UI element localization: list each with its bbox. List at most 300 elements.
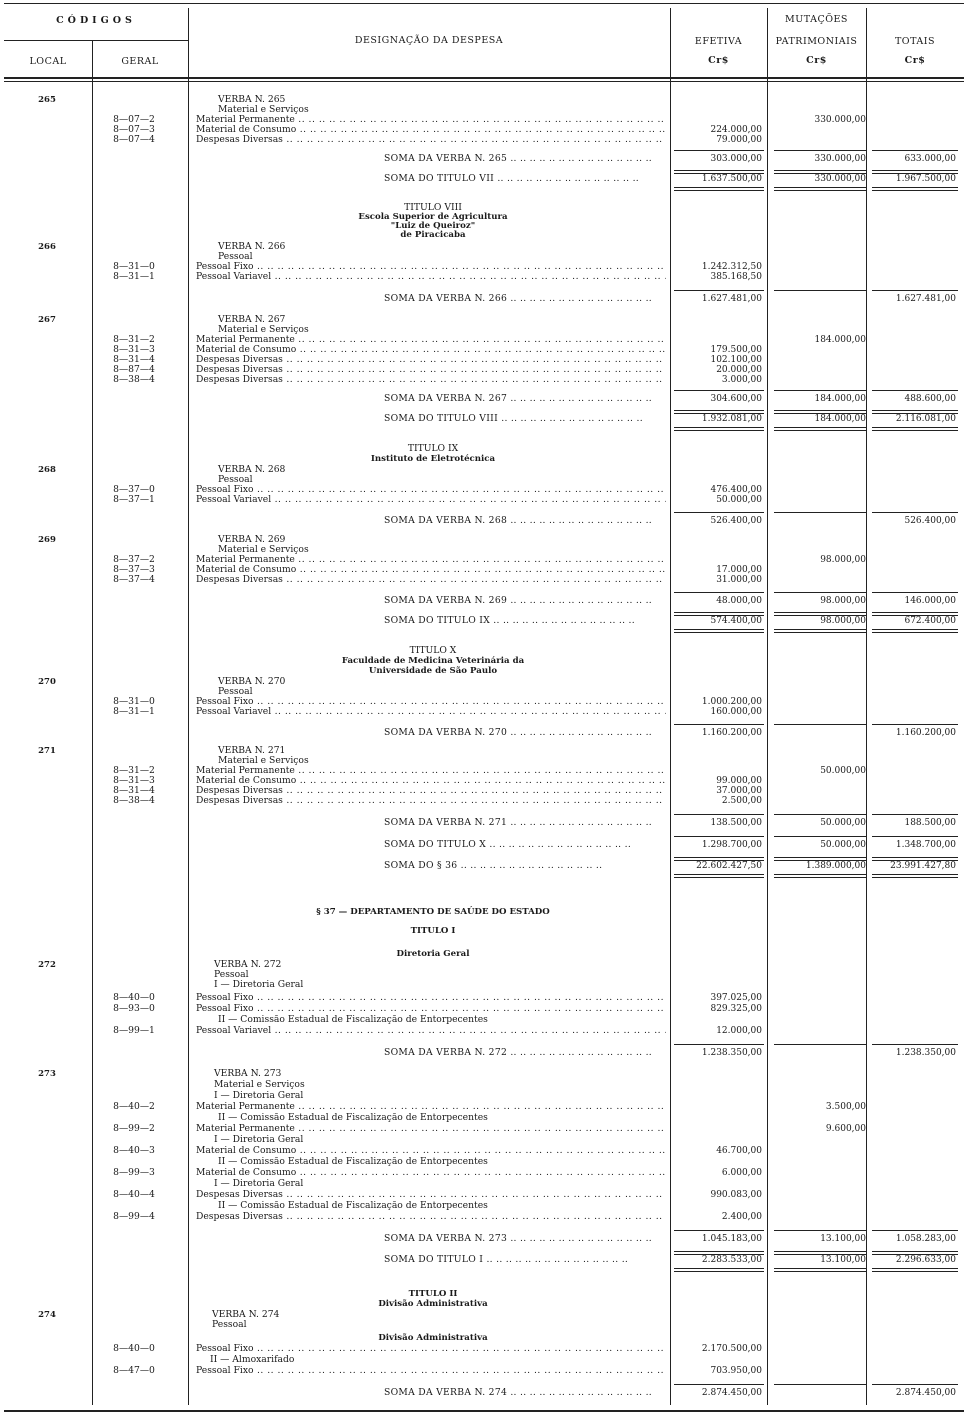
geral-code: 8—99—3 <box>113 1167 155 1178</box>
table-row <box>0 1299 968 1309</box>
expense-description: I — Diretoria Geral <box>214 1091 304 1101</box>
efetiva-value: 50.000,00 <box>716 495 762 505</box>
efetiva-value: 526.400,00 <box>710 516 762 526</box>
efetiva-value: 20.000,00 <box>716 365 762 375</box>
total-double-rule <box>674 874 764 878</box>
mutacoes-value: 184.000,00 <box>814 394 866 404</box>
efetiva-value: 31.000,00 <box>716 575 762 585</box>
expense-description: Pessoal Variavel .. .. <box>196 495 666 505</box>
local-code: 274 <box>38 1310 56 1320</box>
geral-code: 8—31—0 <box>113 261 155 272</box>
expense-description: II — Almoxarifado <box>210 1355 295 1365</box>
efetiva-value: 224.000,00 <box>710 125 762 135</box>
mutacoes-value: 98.000,00 <box>820 596 866 606</box>
efetiva-value: 397.025,00 <box>710 993 762 1003</box>
subtotal-rule <box>774 814 866 815</box>
table-row <box>0 1146 968 1156</box>
expense-description: Pessoal <box>214 970 249 980</box>
efetiva-value: 22.602.427,50 <box>696 861 762 871</box>
table-row <box>0 1168 968 1178</box>
section-heading: Faculdade de Medicina Veterinária da <box>341 656 525 666</box>
expense-description: Material Permanente .. .. <box>196 555 666 565</box>
totais-header: TOTAIS <box>894 36 936 47</box>
efetiva-value: 1.160.200,00 <box>701 728 762 738</box>
totais-value: 188.500,00 <box>904 818 956 828</box>
efetiva-value: 79.000,00 <box>716 135 762 145</box>
totais-value: 488.600,00 <box>904 394 956 404</box>
expense-description: I — Diretoria Geral <box>214 980 304 990</box>
expense-description: Material Permanente .. .. <box>196 1102 666 1112</box>
total-double-rule <box>774 874 866 878</box>
expense-description: Pessoal <box>218 252 253 262</box>
subtotal-rule <box>674 390 764 391</box>
table-row <box>0 861 968 871</box>
subtotal-rule <box>774 1251 866 1255</box>
total-double-rule <box>872 427 958 431</box>
geral-code: 8—31—1 <box>113 271 155 282</box>
section-heading: Escola Superior de Agricultura <box>358 212 508 222</box>
total-double-rule <box>674 187 764 191</box>
subtotal-label: SOMA DA VERBA N. 265 .. .. <box>384 154 666 164</box>
efetiva-currency: Cr$ <box>708 55 729 66</box>
table-row <box>0 818 968 828</box>
subtotal-rule <box>774 592 866 593</box>
table-row <box>0 1201 968 1211</box>
header-bottom-rule <box>4 77 964 79</box>
table-row <box>0 465 968 475</box>
geral-code: 8—31—2 <box>113 334 155 345</box>
table-row <box>0 1080 968 1090</box>
table-row <box>0 1289 968 1299</box>
local-code: 272 <box>38 960 56 970</box>
expense-description: Despesas Diversas .. .. <box>196 375 666 385</box>
subtotal-rule <box>872 857 958 861</box>
expense-description: Pessoal Fixo .. .. <box>196 485 666 495</box>
expense-description: Despesas Diversas .. .. <box>196 355 666 365</box>
table-row <box>0 444 968 454</box>
subtotal-rule <box>774 836 866 837</box>
total-double-rule <box>774 629 866 633</box>
subtotal-rule <box>774 410 866 414</box>
efetiva-value: 12.000,00 <box>716 1026 762 1036</box>
table-row <box>0 1135 968 1145</box>
geral-code: 8—37—1 <box>113 494 155 505</box>
expense-description: Pessoal Variavel .. .. <box>196 1026 666 1036</box>
subtotal-rule <box>872 1384 958 1385</box>
table-row <box>0 1190 968 1200</box>
totais-value: 633.000,00 <box>904 154 956 164</box>
table-row <box>0 1355 968 1365</box>
efetiva-value: 17.000,00 <box>716 565 762 575</box>
subtotal-label: SOMA DA VERBA N. 274 .. .. <box>384 1388 666 1398</box>
efetiva-value: 3.000,00 <box>721 375 762 385</box>
geral-code: 8—31—2 <box>113 765 155 776</box>
totais-currency: Cr$ <box>904 55 926 66</box>
geral-code: 8—31—4 <box>113 785 155 796</box>
expense-description: I — Diretoria Geral <box>214 1179 304 1189</box>
mutacoes-header-line1: MUTAÇÕES <box>785 14 848 25</box>
mutacoes-value: 330.000,00 <box>814 154 866 164</box>
table-row <box>0 666 968 676</box>
table-row <box>0 707 968 717</box>
subtotal-label: SOMA DA VERBA N. 272 .. .. <box>384 1048 666 1058</box>
efetiva-value: 99.000,00 <box>716 776 762 786</box>
table-row <box>0 1102 968 1112</box>
subtotal-rule <box>872 814 958 815</box>
section-heading: TITULO X <box>409 645 457 656</box>
subtotal-rule <box>674 724 764 725</box>
subtotal-rule <box>774 1044 866 1045</box>
efetiva-value: 574.400,00 <box>710 616 762 626</box>
efetiva-value: 1.932.081,00 <box>701 414 762 424</box>
section-heading: Instituto de Eletrotécnica <box>370 454 496 464</box>
expense-description: Material e Serviços <box>218 545 309 555</box>
subtotal-rule <box>872 592 958 593</box>
geral-code: 8—31—3 <box>113 344 155 355</box>
subtotal-rule <box>774 1230 866 1231</box>
efetiva-value: 6.000,00 <box>721 1168 762 1178</box>
expense-description: Material Permanente .. .. <box>196 335 666 345</box>
section-heading: TITULO I <box>410 926 456 936</box>
geral-code: 8—40—0 <box>113 992 155 1003</box>
mutacoes-value: 330.000,00 <box>814 174 866 184</box>
table-row <box>0 970 968 980</box>
table-row <box>0 1344 968 1354</box>
table-row <box>0 616 968 626</box>
total-double-rule <box>674 629 764 633</box>
subtotal-rule <box>872 170 958 174</box>
geral-code: 8—99—2 <box>113 1123 155 1134</box>
geral-code: 8—31—3 <box>113 775 155 786</box>
subtotal-label: SOMA DO TITULO IX .. .. <box>384 616 666 626</box>
table-row <box>0 840 968 850</box>
expense-description: Despesas Diversas .. .. <box>196 796 666 806</box>
geral-code: 8—40—0 <box>113 1343 155 1354</box>
expense-description: Pessoal Fixo .. .. <box>196 1344 666 1354</box>
efetiva-value: 2.170.500,00 <box>701 1344 762 1354</box>
efetiva-value: 138.500,00 <box>710 818 762 828</box>
subtotal-label: SOMA DO TITULO VIII .. .. <box>384 414 666 424</box>
expense-description: VERBA N. 270 <box>218 677 286 687</box>
subtotal-label: SOMA DA VERBA N. 269 .. .. <box>384 596 666 606</box>
totais-value: 526.400,00 <box>904 516 956 526</box>
table-row <box>0 1113 968 1123</box>
expense-description: VERBA N. 269 <box>218 535 286 545</box>
efetiva-value: 1.627.481,00 <box>701 294 762 304</box>
mutacoes-header-line2: PATRIMONIAIS <box>775 36 858 47</box>
efetiva-value: 304.600,00 <box>710 394 762 404</box>
table-row <box>0 154 968 164</box>
local-code: 271 <box>38 746 56 756</box>
subtotal-rule <box>674 857 764 861</box>
table-row <box>0 1015 968 1025</box>
total-double-rule <box>774 427 866 431</box>
efetiva-value: 385.168,50 <box>710 272 762 282</box>
subtotal-label: SOMA DA VERBA N. 273 .. .. <box>384 1234 666 1244</box>
geral-code: 8—87—4 <box>113 364 155 375</box>
table-row <box>0 926 968 936</box>
section-heading: Universidade de São Paulo <box>368 666 498 676</box>
total-double-rule <box>872 874 958 878</box>
geral-code: 8—93—0 <box>113 1003 155 1014</box>
totais-value: 2.874.450,00 <box>895 1388 956 1398</box>
subtotal-rule <box>872 724 958 725</box>
mutacoes-value: 3.500,00 <box>825 1102 866 1112</box>
table-row <box>0 656 968 666</box>
efetiva-value: 46.700,00 <box>716 1146 762 1156</box>
expense-description: Pessoal Fixo .. .. <box>196 1004 666 1014</box>
subtotal-rule <box>872 1044 958 1045</box>
geral-code: 8—37—4 <box>113 574 155 585</box>
subtotal-rule <box>774 857 866 861</box>
expense-description: Pessoal Fixo .. .. <box>196 993 666 1003</box>
efetiva-value: 829.325,00 <box>710 1004 762 1014</box>
local-header: LOCAL <box>29 56 67 67</box>
subtotal-rule <box>674 1044 764 1045</box>
subtotal-rule <box>774 170 866 174</box>
efetiva-value: 48.000,00 <box>716 596 762 606</box>
subtotal-rule <box>674 1384 764 1385</box>
table-row <box>0 174 968 184</box>
subtotal-rule <box>674 290 764 291</box>
section-heading: "Luiz de Queiroz" <box>390 221 476 231</box>
totais-value: 1.160.200,00 <box>895 728 956 738</box>
table-row <box>0 575 968 585</box>
expense-description: Despesas Diversas .. .. <box>196 1212 666 1222</box>
totais-value: 672.400,00 <box>904 616 956 626</box>
total-double-rule <box>774 1268 866 1272</box>
geral-code: 8—31—4 <box>113 354 155 365</box>
totais-value: 2.116.081,00 <box>895 414 956 424</box>
total-double-rule <box>674 427 764 431</box>
table-row <box>0 1310 968 1320</box>
mutacoes-value: 1.389.000,00 <box>805 861 866 871</box>
subtotal-rule <box>674 1251 764 1255</box>
expense-description: Pessoal Variavel .. .. <box>196 707 666 717</box>
codigos-header: CÓDIGOS <box>56 15 136 26</box>
efetiva-value: 1.242.312,50 <box>701 262 762 272</box>
subtotal-rule <box>872 512 958 513</box>
section-heading: Diretoria Geral <box>396 949 470 959</box>
designacao-header: DESIGNAÇÃO DA DESPESA <box>354 35 504 46</box>
geral-code: 8—99—1 <box>113 1025 155 1036</box>
table-row <box>0 535 968 545</box>
table-row <box>0 1069 968 1079</box>
geral-code: 8—31—1 <box>113 706 155 717</box>
expense-description: Despesas Diversas .. .. <box>196 1190 666 1200</box>
expense-description: Material e Serviços <box>218 325 309 335</box>
subtotal-rule <box>674 814 764 815</box>
mutacoes-value: 98.000,00 <box>820 616 866 626</box>
table-row <box>0 1048 968 1058</box>
table-row <box>0 414 968 424</box>
total-double-rule <box>774 187 866 191</box>
section-heading: Divisão Administrativa <box>378 1299 488 1309</box>
mutacoes-value: 184.000,00 <box>814 414 866 424</box>
local-code: 265 <box>38 95 56 105</box>
expense-description: Material e Serviços <box>218 105 309 115</box>
expense-description: Material de Consumo .. .. <box>196 776 666 786</box>
totais-value: 1.627.481,00 <box>895 294 956 304</box>
totais-value: 1.058.283,00 <box>895 1234 956 1244</box>
local-code: 266 <box>38 242 56 252</box>
table-row <box>0 242 968 252</box>
geral-code: 8—07—4 <box>113 134 155 145</box>
efetiva-value: 476.400,00 <box>710 485 762 495</box>
table-row <box>0 315 968 325</box>
bottom-rule <box>4 1410 964 1412</box>
geral-code: 8—31—0 <box>113 696 155 707</box>
table-row <box>0 135 968 145</box>
section-heading: TITULO IX <box>407 443 459 454</box>
geral-code: 8—07—2 <box>113 114 155 125</box>
expense-description: Material Permanente .. .. <box>196 766 666 776</box>
local-code: 267 <box>38 315 56 325</box>
table-row <box>0 677 968 687</box>
table-row <box>0 454 968 464</box>
geral-code: 8—40—2 <box>113 1101 155 1112</box>
subtotal-rule <box>774 612 866 616</box>
subtotal-rule <box>674 592 764 593</box>
table-row <box>0 596 968 606</box>
section-heading: Divisão Administrativa <box>378 1333 488 1343</box>
efetiva-value: 1.045.183,00 <box>701 1234 762 1244</box>
expense-description: VERBA N. 265 <box>218 95 286 105</box>
geral-code: 8—40—3 <box>113 1145 155 1156</box>
table-row <box>0 1333 968 1343</box>
table-row <box>0 980 968 990</box>
expense-description: Pessoal <box>218 687 253 697</box>
efetiva-value: 160.000,00 <box>710 707 762 717</box>
subtotal-rule <box>774 150 866 151</box>
table-row <box>0 1388 968 1398</box>
expense-description: Material de Consumo .. .. <box>196 345 666 355</box>
table-row <box>0 1255 968 1265</box>
expense-description: Material Permanente .. .. <box>196 1124 666 1134</box>
subtotal-rule <box>674 1230 764 1231</box>
expense-description: VERBA N. 271 <box>218 746 286 756</box>
expense-description: VERBA N. 272 <box>214 960 282 970</box>
expense-description: Despesas Diversas .. .. <box>196 365 666 375</box>
section-heading: de Piracicaba <box>400 230 466 240</box>
table-row <box>0 949 968 959</box>
geral-code: 8—99—4 <box>113 1211 155 1222</box>
expense-description: II — Comissão Estadual de Fiscalização de Entorpecentes <box>218 1201 488 1211</box>
subtotal-rule <box>872 390 958 391</box>
expense-description: Pessoal <box>212 1320 247 1330</box>
expense-description: Pessoal <box>218 475 253 485</box>
geral-code: 8—38—4 <box>113 795 155 806</box>
subtotal-rule <box>774 1384 866 1385</box>
table-row <box>0 1212 968 1222</box>
geral-code: 8—37—2 <box>113 554 155 565</box>
table-row <box>0 1091 968 1101</box>
subtotal-rule <box>774 390 866 391</box>
table-row <box>0 1320 968 1330</box>
efetiva-value: 2.283.533,00 <box>701 1255 762 1265</box>
total-double-rule <box>674 1268 764 1272</box>
expense-description: I — Diretoria Geral <box>214 1135 304 1145</box>
table-row <box>0 294 968 304</box>
subtotal-rule <box>872 836 958 837</box>
expense-description: II — Comissão Estadual de Fiscalização de Entorpecentes <box>218 1015 488 1025</box>
expense-description: Material e Serviços <box>214 1080 305 1090</box>
subtotal-label: SOMA DO § 36 .. .. <box>384 861 666 871</box>
totais-value: 1.238.350,00 <box>895 1048 956 1058</box>
table-row <box>0 1026 968 1036</box>
table-row <box>0 495 968 505</box>
table-row <box>0 95 968 105</box>
subtotal-label: SOMA DA VERBA N. 270 .. .. <box>384 728 666 738</box>
mutacoes-currency: Cr$ <box>806 55 827 66</box>
total-double-rule <box>872 187 958 191</box>
codigos-rule <box>4 40 188 41</box>
totais-value: 146.000,00 <box>904 596 956 606</box>
subtotal-rule <box>674 836 764 837</box>
subtotal-rule <box>872 1251 958 1255</box>
expense-description: II — Comissão Estadual de Fiscalização de Entorpecentes <box>218 1113 488 1123</box>
subtotal-rule <box>674 170 764 174</box>
geral-code: 8—37—3 <box>113 564 155 575</box>
section-heading: TITULO VIII <box>404 202 462 213</box>
subtotal-rule <box>872 612 958 616</box>
subtotal-rule <box>872 290 958 291</box>
table-row <box>0 646 968 656</box>
efetiva-value: 1.298.700,00 <box>701 840 762 850</box>
table-row <box>0 375 968 385</box>
efetiva-value: 703.950,00 <box>710 1366 762 1376</box>
expense-description: VERBA N. 268 <box>218 465 286 475</box>
section-heading: § 37 — DEPARTAMENTO DE SAÚDE DO ESTADO <box>316 907 550 917</box>
table-row <box>0 728 968 738</box>
table-row <box>0 993 968 1003</box>
total-double-rule <box>872 1268 958 1272</box>
efetiva-value: 1.637.500,00 <box>701 174 762 184</box>
header-bottom-rule-2 <box>4 81 964 82</box>
expense-description: Pessoal Fixo .. .. <box>196 1366 666 1376</box>
table-row <box>0 230 968 240</box>
table-row <box>0 394 968 404</box>
expense-description: Material de Consumo .. .. <box>196 1168 666 1178</box>
mutacoes-value: 50.000,00 <box>820 766 866 776</box>
subtotal-rule <box>674 410 764 414</box>
subtotal-rule <box>674 150 764 151</box>
table-row <box>0 272 968 282</box>
efetiva-value: 990.083,00 <box>710 1190 762 1200</box>
local-code: 269 <box>38 535 56 545</box>
subtotal-label: SOMA DA VERBA N. 266 .. .. <box>384 294 666 304</box>
subtotal-label: SOMA DA VERBA N. 267 .. .. <box>384 394 666 404</box>
mutacoes-value: 184.000,00 <box>814 335 866 345</box>
subtotal-label: SOMA DO TITULO X .. .. <box>384 840 666 850</box>
table-row <box>0 746 968 756</box>
efetiva-value: 303.000,00 <box>710 154 762 164</box>
table-row <box>0 1234 968 1244</box>
expense-description: Material de Consumo .. .. <box>196 125 666 135</box>
expense-description: Material e Serviços <box>218 756 309 766</box>
totais-value: 2.296.633,00 <box>895 1255 956 1265</box>
mutacoes-value: 98.000,00 <box>820 555 866 565</box>
table-row <box>0 516 968 526</box>
table-row <box>0 907 968 917</box>
table-row <box>0 1157 968 1167</box>
efetiva-value: 1.000.200,00 <box>701 697 762 707</box>
mutacoes-value: 50.000,00 <box>820 818 866 828</box>
geral-code: 8—07—3 <box>113 124 155 135</box>
subtotal-label: SOMA DO TITULO VII .. .. <box>384 174 666 184</box>
totais-value: 1.348.700,00 <box>895 840 956 850</box>
geral-code: 8—40—4 <box>113 1189 155 1200</box>
